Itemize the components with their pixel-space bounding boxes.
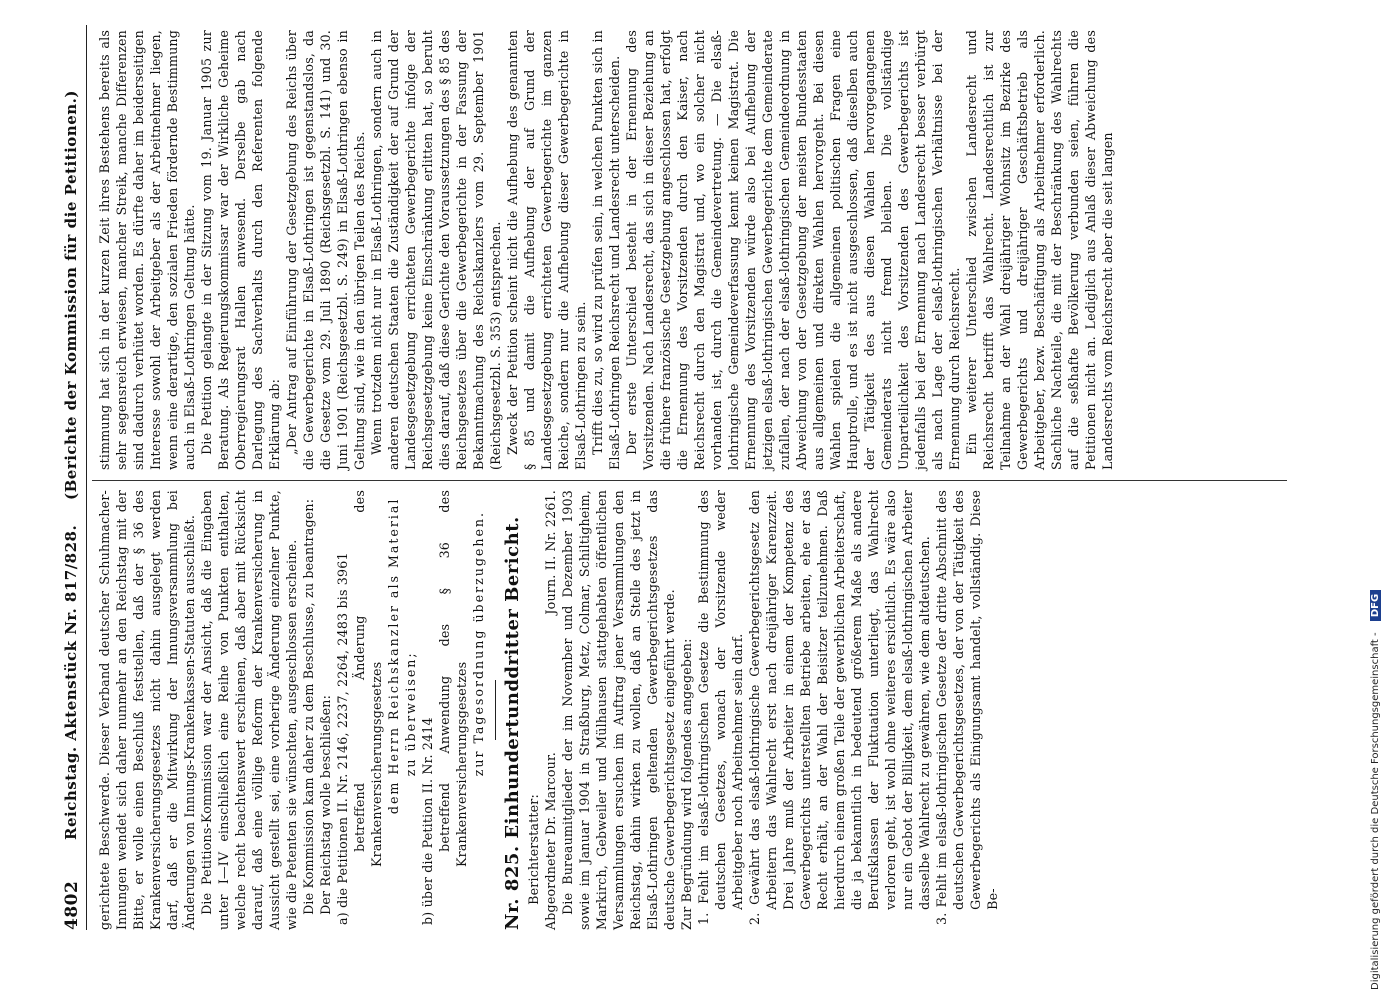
motion-item-a-subject: betreffend Änderung des Krankenversicherungsgesetzes [352,490,384,867]
paragraph: Der erste Unterschied besteht in der Ernennung des Vorsitzenden. Nach Landesrecht, das sich in dieser Beziehung an die frühere französische Gesetzgebung angeschlossen hat, erfolgt die Ernennung des Vorsitzenden durch den Kaiser, nach Reichsrecht durch den Magistrat und, wo ein solcher nicht vorhanden ist, durch die Gemeindevertretung. — Die elsaß-lothringische Gemeindeverfassung kennt keinen Magistrat. Die Ernennung des Vorsitzenden würde also bei Aufhebung der jetzigen elsaß-lothringischen Gewerbegerichte dem Gemeinderate zufallen, der nach der elsaß-lothringischen Gemeindeordnung in Abweichung von der Gesetzgebung der meisten Bundesstaaten aus allgemeinen und direkten Wahlen hervorgeht. Bei diesen Wahlen spielen die allgemeinen politischen Fragen eine Hauptrolle, und es ist nicht ausgeschlossen, daß dieselben auch der Tätigkeit des aus diesen Wahlen hervorgegangenen Gemeinderats nicht fremd bleiben. Die vollständige Unparteilichkeit des Vorsitzenden des Gewerbegerichts ist jedenfalls bei der Ernennung nach Landesrecht besser verbürgt als nach Lage der elsaß-lothringischen Verhältnisse bei der Ernennung durch Reichsrecht. [624,30,962,470]
reporter-name: Abgeordneter Dr. Marcour. [543,752,558,930]
paragraph: gerichtete Beschwerde. Dieser Verband deutscher Schuhmacher-Innungen wendet sich daher nunmehr an den Reichstag mit der Bitte, er wolle einen Beschluß feststellen, daß der § 36 des Krankenversicherungsgesetzes nicht dahin ausgelegt werden darf, daß er die Mitwirkung der Innungsversammlung bei Änderungen von Innungs-Krankenkassen-Statuten ausschließt. [97,490,197,930]
motion-item-b: b) über die Petition II. Nr. 2414 [420,717,435,925]
right-column [96,30,1116,470]
digitization-note-text-wrap [1370,0,1383,990]
paragraph: Die Petitions-Kommission war der Ansicht, daß die Eingaben unter I—IV einschließlich eine Reihe von Punkten enthalten, welche recht beachtenswert erschienen, daß aber mit Rücksicht darauf, daß eine völlige Reform der Krankenversicherung in Aussicht gestellt sei, eine vorherige Änderung einzelner Punkte, wie die Petenten sie wünschten, ausgeschlossen erscheine. [199,490,299,930]
journal-number: Journ. II. Nr. 2261. [543,490,558,615]
section-rule [495,680,496,740]
paragraph: stimmung hat sich in der kurzen Zeit ihres Bestehens bereits als sehr segensreich erwiesen, mancher Streik, manche Differenzen sind dadurch verhütet worden. Es dürfte daher im beiderseitigen Interesse sowohl der Arbeitgeber als der Arbeitnehmer liegen, wenn eine derartige, den sozialen Frieden fördernde Bestimmung auch in Elsaß-Lothringen Geltung hätte. [97,30,197,470]
left-column [96,490,1001,930]
digitization-note [1344,0,1383,1000]
header-rule [86,25,87,930]
header-left-title: Reichstag. Aktenstück Nr. 817/828. [62,524,80,840]
motion-item-a-action: dem Herrn Reichskanzler als Material [386,497,401,815]
quoted-statement: „Der Antrag auf Einführung der Gesetzgebung des Reichs über die Gewerbegerichte in Elsaß-Lothringen ist gegenstandslos, da die Gesetze vom 29. Juli 1890 (Reichsgesetzbl. S. 141) und 30. Juni 1901 (Reichsgesetzbl. S. 249) in Elsaß-Lothringen ebenso in Geltung sind, wie in den übrigen Teilen des Reichs. [284,30,367,470]
motion-item-a: a) die Petitionen II. Nr. 2146, 2237, 2264, 2483 bis 3961 [335,552,350,925]
reporter-line [542,490,559,930]
paragraph: Ein weiterer Unterschied zwischen Landesrecht und Reichsrecht betrifft das Wahlrecht. Landesrechtlich ist zur Teilnahme an der Wahl dreijähriger Wohnsitz im Bezirke des Gewerbegerichts und dreijähriger Geschäftsbetrieb als Arbeitgeber, bezw. Beschäftigung als Arbeitnehmer erforderlich. Sachliche Nachteile, die mit der Beschränkung des Wahlrechts auf die seßhafte Bevölkerung verbunden seien, führen die Petitionen nicht an. Lediglich aus Anlaß dieser Abweichung des Landesrechts vom Reichsrecht aber die seit langen [964,30,1115,470]
paragraph: Der Reichstag wolle beschließen: [318,694,333,915]
report-heading: Nr. 825. Einhundertunddritter Bericht. [502,516,523,930]
reporter-label: Berichterstatter: [526,794,541,905]
reason-point-3: 3. Fehlt im elsaß-lothringischen Gesetze der dritte Abschnitt des deutschen Gewerbegerichtsgesetzes, der von der Tätigkeit des Gewerbegerichts als Einigungsamt handelt, vollständig. Diese Be- [934,490,1000,925]
paragraph: Die Kommission kam daher zu dem Beschlusse, zu beantragen: [301,498,316,915]
paragraph: Wenn trotzdem nicht nur in Elsaß-Lothringen, sondern auch in anderen deutschen Staaten die Zuständigkeit der auf Grund der Landesgesetzgebung errichteten Gewerbegerichte infolge der Reichsgesetzgebung keine Einschränkung erlitten hat, so beruht dies darauf, daß diese Gerichte den Voraussetzungen des § 85 des Reichsgesetzes über die Gewerbegerichte in der Fassung der Bekanntmachung des Reichskanzlers vom 29. September 1901 (Reichsgesetzbl. S. 353) entsprechen. [369,30,503,470]
paragraph: Zur Begründung wird folgendes angegeben: [679,638,694,930]
paragraph: Die Petition gelangte in der Sitzung vom 19. Januar 1905 zur Beratung. Als Regierungskommissar war der Wirkliche Geheime Oberregierungsrat Hallen anwesend. Derselbe gab nach Darlegung des Sachverhalts durch den Referenten folgende Erklärung ab: [199,30,282,470]
reason-point-2: 2. Gewährt das elsaß-lothringische Gewerbegerichtsgesetz den Arbeitern das Wahlrecht erst nach dreijähriger Karenzzeit. Drei Jahre muß der Arbeiter in einem der Kompetenz des Gewerbegerichts unterstellten Betriebe arbeiten, ehe er das Recht erhält, an der Wahl der Beisitzer teilzunehmen. Daß hierdurch einem großen Teile der gewerblichen Arbeiterschaft, die ja bekanntlich in bedeutend größerem Maße als andere Berufsklassen der Fluktuation unterliegt, das Wahlrecht verloren geht, ist wohl ohne weiteres ersichtlich. Es wäre also nur ein Gebot der Billigkeit, dem elsaß-lothringischen Arbeiter dasselbe Wahlrecht zu gewähren, wie dem altdeutschen. [747,490,932,925]
motion-item-b-action: zur Tagesordnung überzugehen. [471,510,486,777]
paragraph: Zweck der Petition scheint nicht die Aufhebung des genannten § 85 und damit die Aufhebung der auf Grund der Landesgesetzgebung errichteten Gewerbegerichte im ganzen Reiche, sondern nur die Aufhebung dieser Gewerbegerichte in Elsaß-Lothringen zu sein. [505,30,588,470]
motion-item-b-subject: betreffend Anwendung des § 36 des Krankenversicherungsgesetzes [437,490,469,867]
dfg-logo: DFG [1370,590,1381,621]
motion-item-a-action-end: zu überweisen; [403,651,418,777]
header-right-title: (Berichte der Kommission für die Petitionen.) [62,90,80,500]
page-header [62,25,84,930]
digitization-note-text: Digitalisierung gefördert durch die Deutsche Forschungsgemeinschaft - [1370,632,1381,990]
paragraph: Die Bureaumitglieder der im November und Dezember 1903 sowie im Januar 1904 in Straßburg, Metz, Colmar, Schiltigheim, Markirch, Gebweiler und Mülhausen stattgehabten öffentlichen Versammlungen ersuchen im Auftrag jener Versammlungen den Reichstag, dahin wirken zu wollen, daß an Stelle des jetzt in Elsaß-Lothringen geltenden Gewerbegerichtsgesetzes das deutsche Gewerbegerichtsgesetz eingeführt werde. [560,490,677,930]
reason-point-1: 1. Fehlt im elsaß-lothringischen Gesetze die Bestimmung des deutschen Gesetzes, wonach der Vorsitzende weder Arbeitgeber noch Arbeitnehmer sein darf. [696,490,745,925]
paragraph: Trifft dies zu, so wird zu prüfen sein, in welchen Punkten sich in Elsaß-Lothringen Reichsrecht und Landesrecht unterscheiden. [590,30,622,470]
page-number: 4802 [62,880,82,930]
column-divider [92,480,1287,481]
